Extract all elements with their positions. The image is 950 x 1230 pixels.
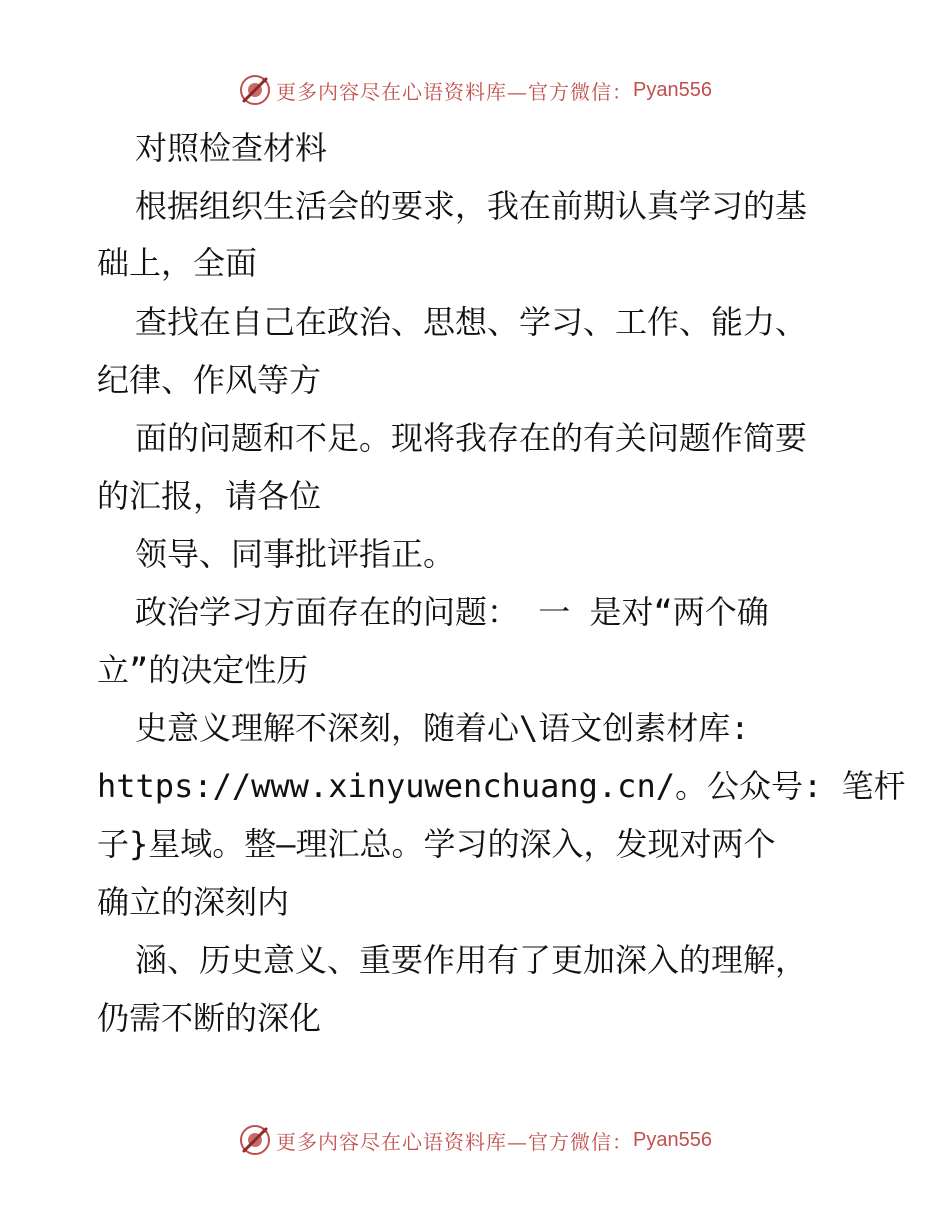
paragraph-line: 立”的决定性历 bbox=[97, 651, 309, 689]
header-watermark-banner bbox=[0, 70, 950, 110]
paragraph-line: 涵、历史意义、重要作用有了更加深入的理解， bbox=[135, 941, 808, 979]
paragraph-line: 仍需不断的深化 bbox=[97, 999, 322, 1037]
paragraph-line: 面的问题和不足。现将我存在的有关问题作简要 bbox=[135, 419, 808, 457]
paragraph-line: 根据组织生活会的要求，我在前期认真学习的基 bbox=[135, 187, 808, 225]
paragraph-line: 领导、同事批评指正。 bbox=[135, 535, 456, 573]
paragraph-line: 础上，全面 bbox=[97, 244, 258, 282]
footer-watermark-banner bbox=[0, 1120, 950, 1160]
paragraph-line: 的汇报，请各位 bbox=[97, 477, 322, 515]
logo-icon bbox=[238, 73, 272, 107]
logo-icon bbox=[238, 1123, 272, 1157]
header-banner-id: Pyan556 bbox=[633, 78, 712, 101]
paragraph-line: 子}星域。整—理汇总。学习的深入，发现对两个 bbox=[97, 825, 776, 863]
paragraph-line: 确立的深刻内 bbox=[97, 883, 290, 921]
paragraph-line: 史意义理解不深刻，随着心\语文创素材库: bbox=[135, 709, 750, 747]
doc-title: 对照检查材料 bbox=[135, 129, 328, 167]
paragraph-line: https://www.xinyuwenchuang.cn/。公众号: 笔杆 bbox=[97, 767, 906, 805]
footer-banner-id: Pyan556 bbox=[633, 1128, 712, 1151]
header-banner-text: 更多内容尽在心语资料库—官方微信： bbox=[276, 79, 634, 104]
paragraph-line: 查找在自己在政治、思想、学习、工作、能力、 bbox=[135, 303, 808, 341]
paragraph-line: 政治学习方面存在的问题： 一 是对“两个确 bbox=[135, 593, 769, 631]
paragraph-line: 纪律、作风等方 bbox=[97, 361, 322, 399]
footer-banner-text: 更多内容尽在心语资料库—官方微信： bbox=[276, 1129, 634, 1154]
